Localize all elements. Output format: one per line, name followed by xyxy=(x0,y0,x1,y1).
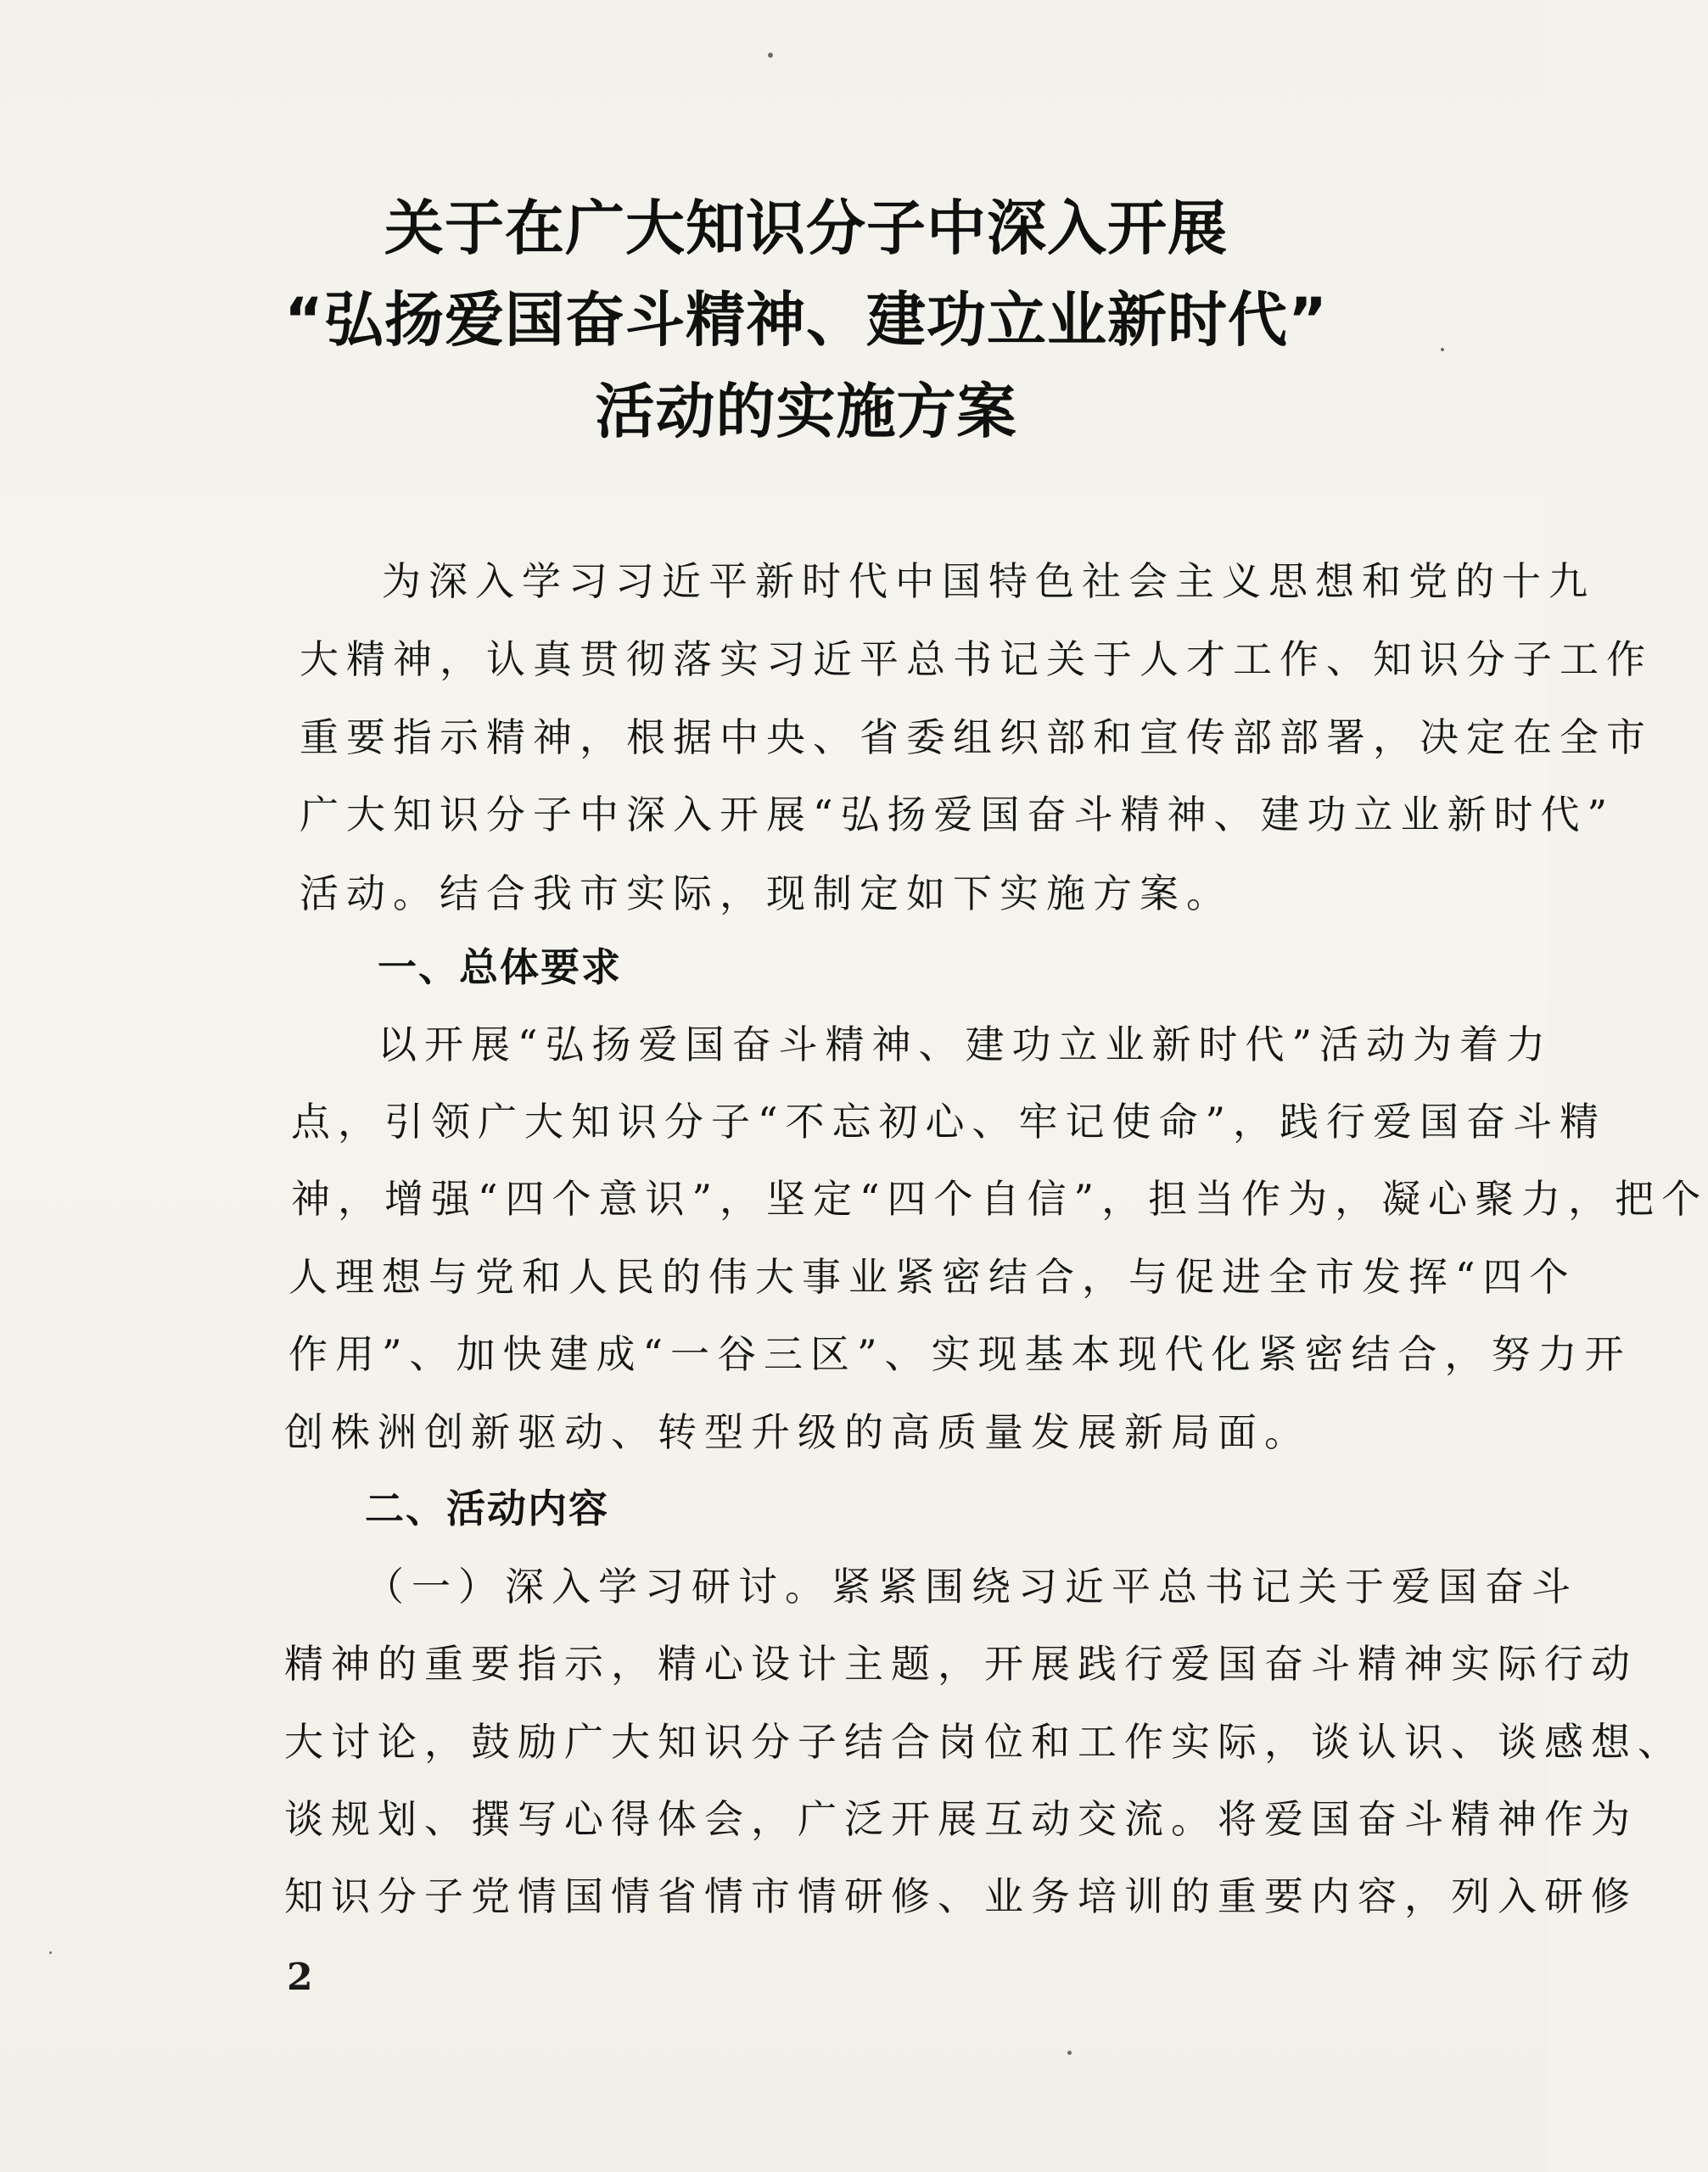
body-line: 重要指示精神，根据中央、省委组织部和宣传部部署，决定在全市 xyxy=(300,714,1653,760)
body-line: 点，引领广大知识分子“不忘初心、牢记使命”，践行爱国奋斗精 xyxy=(291,1099,1607,1145)
body-line: 谈规划、撰写心得体会，广泛开展互动交流。将爱国奋斗精神作为 xyxy=(284,1796,1638,1842)
title-line-2: “弘扬爱国奋斗精神、建功立业新时代” xyxy=(283,285,1328,355)
body-line: 为深入学习习近平新时代中国特色社会主义思想和党的十九 xyxy=(382,558,1595,604)
body-line: 神，增强“四个意识”，坚定“四个自信”，担当作为，凝心聚力，把个 xyxy=(291,1176,1708,1222)
body-line: 创株洲创新驱动、转型升级的高质量发展新局面。 xyxy=(284,1409,1311,1455)
body-line: 广大知识分子中深入开展“弘扬爱国奋斗精神、建功立业新时代” xyxy=(300,792,1616,837)
document-title xyxy=(255,182,1358,457)
section-heading-activities: 二、活动内容 xyxy=(365,1486,609,1531)
title-line-1: 关于在广大知识分子中深入开展 xyxy=(384,193,1228,263)
scan-speck xyxy=(768,53,773,58)
body-line: 作用”、加快建成“一谷三区”、实现基本现代化紧密结合，努力开 xyxy=(288,1331,1632,1377)
scan-speck xyxy=(1067,2051,1072,2055)
body-line: 人理想与党和人民的伟大事业紧密结合，与促进全市发挥“四个 xyxy=(288,1254,1576,1300)
body-line: （一）深入学习研讨。紧紧围绕习近平总书记关于爱国奋斗 xyxy=(365,1564,1578,1609)
body-line: 大讨论，鼓励广大知识分子结合岗位和工作实际，谈认识、谈感想、 xyxy=(284,1719,1684,1765)
scan-speck xyxy=(1441,348,1444,351)
body-line: 知识分子党情国情省情市情研修、业务培训的重要内容，列入研修 xyxy=(284,1873,1638,1919)
title-line-3: 活动的实施方案 xyxy=(595,377,1017,446)
page-number: 2 xyxy=(287,1956,313,1999)
scan-speck xyxy=(49,1951,52,1954)
body-line: 精神的重要指示，精心设计主题，开展践行爱国奋斗精神实际行动 xyxy=(284,1641,1638,1687)
body-line: 大精神，认真贯彻落实习近平总书记关于人才工作、知识分子工作 xyxy=(300,636,1653,682)
section-heading-general: 一、总体要求 xyxy=(378,944,622,990)
body-line: 活动。结合我市实际，现制定如下实施方案。 xyxy=(300,870,1233,916)
body-line: 以开展“弘扬爱国奋斗精神、建功立业新时代”活动为着力 xyxy=(378,1022,1554,1067)
